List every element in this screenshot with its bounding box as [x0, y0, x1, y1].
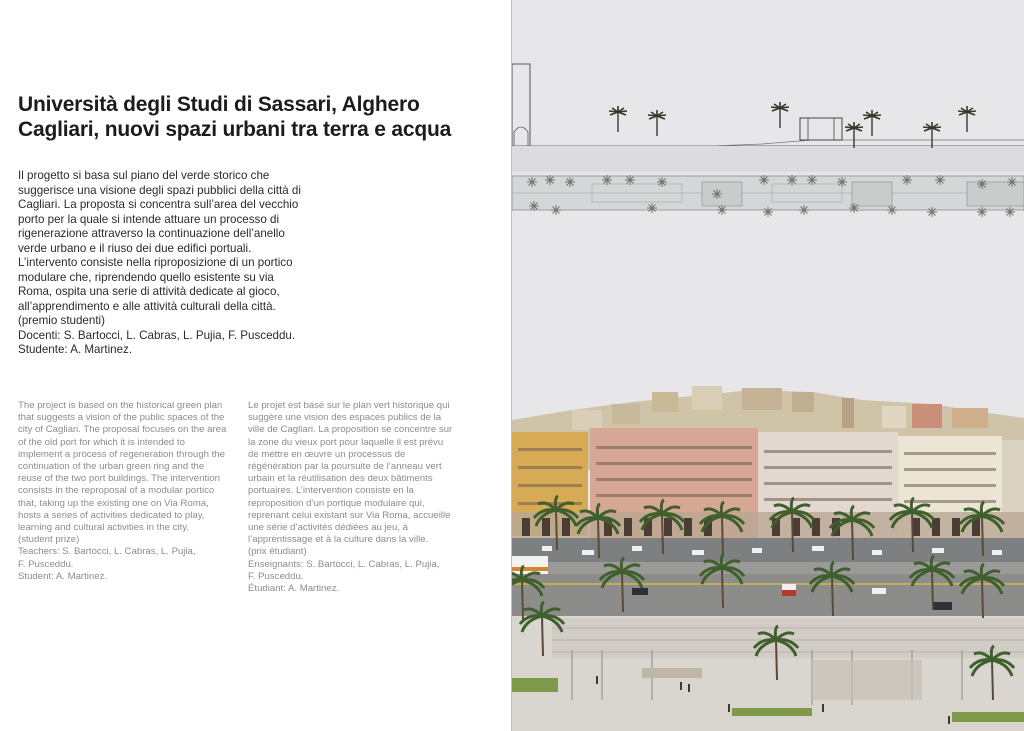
french-line: la zone du vieux port pour laquelle il est prévu	[248, 436, 444, 448]
text-page	[0, 0, 511, 731]
italian-line: Roma, ospita una serie di attività dedicate al gioco,	[18, 285, 280, 298]
italian-line: (premio studenti)	[18, 314, 105, 327]
italian-line: porto per la quale si intende attuare un processo di	[18, 212, 280, 226]
italian-credits-teachers: Docenti: S. Bartocci, L. Cabras, L. Pujia, F. Pusceddu.	[18, 328, 296, 342]
architectural-drawings	[512, 0, 1024, 731]
english-credits-teachers: Teachers: S. Bartocci, L. Cabras, L. Pujia,	[18, 546, 196, 558]
english-credits-student: Student: A. Martinez.	[18, 570, 108, 582]
city-render	[512, 386, 1024, 731]
english-line: implement a process of regeneration through the	[18, 448, 225, 460]
illustration-page	[512, 0, 1024, 731]
french-line: ville de Cagliari. La proposition se concentre sur	[248, 424, 453, 436]
italian-line: verde urbano e il riuso dei due edifici portuali.	[18, 241, 252, 255]
english-line: continuation of the urban green ring and the	[18, 461, 205, 473]
french-credits-teachers: Enseignants: S. Bartocci, L. Cabras, L. Pujia,	[248, 558, 440, 570]
french-line: de mettre en œuvre un processus de	[248, 448, 406, 460]
english-line: that suggests a vision of the public spaces of the	[18, 412, 225, 424]
italian-line: Il progetto si basa sul piano del verde storico che	[18, 169, 270, 182]
title-line-1: Università degli Studi di Sassari, Alghero	[18, 93, 420, 116]
english-credits-teachers-cont: F. Pusceddu.	[18, 558, 74, 570]
english-line: The project is based on the historical green plan	[18, 400, 223, 411]
italian-description	[18, 169, 338, 358]
italian-line: all’apprendimento e alle attività culturali della città.	[18, 299, 276, 313]
french-credits-teachers-cont: F. Pusceddu.	[248, 570, 304, 582]
italian-line: L’intervento consiste nella riproposizione di un portico	[18, 256, 293, 269]
project-title	[18, 92, 498, 142]
french-line: Le projet est basé sur le plan vert historique qui	[248, 400, 450, 411]
italian-line: Cagliari. La proposta si concentra sull’area del vecchio	[18, 198, 299, 211]
section-elevation	[512, 64, 1024, 172]
french-line: portuaires. L’intervention consiste en la	[248, 485, 414, 497]
french-line: urbain et la réutilisation des deux bâtiments	[248, 473, 433, 485]
english-line: learning and cultural activities in the city.	[18, 522, 189, 534]
english-line: hosts a series of activities dedicated to play,	[18, 509, 205, 521]
english-line: city of Cagliari. The proposal focuses on the area	[18, 424, 227, 436]
french-line: suggère une vision des espaces publics de la	[248, 412, 442, 424]
french-line: une série d’activités dédiées au jeu, à	[248, 522, 408, 534]
french-line: régénération par la poursuite de l’anneau vert	[248, 461, 442, 473]
french-line: reproposition d’un portique modulaire qui,	[248, 497, 425, 509]
french-description	[248, 400, 470, 595]
french-line: l’apprentissage et à la culture dans la ville.	[248, 534, 429, 546]
english-description	[18, 400, 240, 583]
title-line-2: Cagliari, nuovi spazi urbani tra terra e acqua	[18, 118, 452, 141]
english-line: (student prize)	[18, 534, 80, 546]
italian-line: rigenerazione attraverso la continuazione dell’anello	[18, 227, 285, 240]
french-line: (prix étudiant)	[248, 546, 307, 558]
english-line: consists in the reproposal of a modular portico	[18, 485, 215, 497]
italian-credits-student: Studente: A. Martinez.	[18, 343, 133, 356]
english-line: that, taking up the existing one on Via Roma,	[18, 497, 209, 509]
site-plan-strip	[512, 175, 1024, 217]
french-line: reprenant celui existant sur Via Roma, accueille	[248, 509, 451, 521]
english-line: of the old port for which it is intended to	[18, 436, 185, 448]
english-line: reuse of the two port buildings. The intervention	[18, 473, 220, 485]
italian-line: modulare che, riprendendo quello esistente su via	[18, 270, 274, 284]
french-credits-student: Étudiant: A. Martinez.	[248, 583, 340, 595]
italian-line: suggerisce una visione degli spazi pubblici della città di	[18, 183, 301, 197]
